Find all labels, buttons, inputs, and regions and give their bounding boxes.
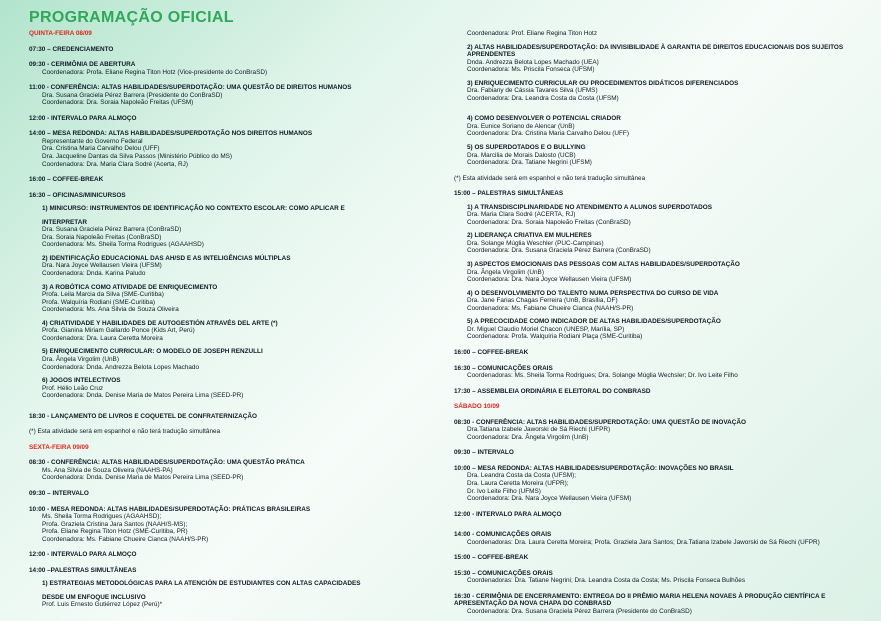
sub-session-title: 5) OS SUPERDOTADOS E O BULLYING: [467, 144, 586, 152]
sub-session-title: 4) COMO DESENVOLVER O POTENCIAL CRIADOR: [467, 115, 621, 123]
sub-session-title: 4) CRIATIVIDADE Y HABILIDADES DE AUTOGESTIÓN ATRAVÉS DEL ARTE (*): [42, 319, 278, 327]
session-title: 09:30 – INTERVALO: [454, 449, 514, 457]
sub-session: [454, 318, 869, 341]
schedule-item: [454, 388, 869, 396]
right-column: [454, 30, 869, 616]
sub-session: [454, 80, 869, 103]
session-person: Coordenadora: Dra. Nara Joyce Wellausen Vieira (UFSM): [467, 276, 632, 284]
session-title: 10:00 - MESA REDONDA: ALTAS HABILIDADES/SUPERDOTAÇÃO: PRÁTICAS BRASILEIRAS: [29, 505, 311, 513]
sub-session-title: 6) JOGOS INTELECTIVOS: [42, 377, 121, 385]
session-person: Coordenadora: Ms. Ana Silvia de Souza Oliveira: [42, 306, 179, 314]
schedule-item: [454, 531, 869, 546]
session-person: Dra. Susana Graciela Pérez Barrera (ConBraSD): [42, 226, 182, 234]
session-person: Coordenadora: Dnda. Denise Maria de Matos Pereira Lima (SEED-PR): [42, 474, 244, 482]
session-person: Dr. Ivo Leite Filho (UFMS): [467, 487, 541, 495]
sub-session-title: 3) A ROBÓTICA COMO ATIVIDADE DE ENRIQUECIMENTO: [42, 283, 218, 291]
schedule-item: [29, 459, 444, 482]
schedule-item: [454, 30, 869, 102]
session-person: Coordenadora: Dra. Tatiane Negrini (UFSM): [467, 159, 592, 167]
session-title: 15:00 – PALESTRAS SIMULTÂNEAS: [454, 190, 564, 198]
session-person: Dr. Miguel Claudio Moriel Chacon (UNESP, Marília, SP): [467, 325, 625, 333]
session-title: 12:00 - INTERVALO PARA ALMOÇO: [454, 510, 562, 518]
session-title: 12:00 - INTERVALO PARA ALMOÇO: [29, 551, 137, 559]
sub-session: [454, 204, 869, 227]
session-title: 16:00 – COFFEE-BREAK: [454, 348, 529, 356]
session-person: Dra. Ângela Virgolim (UnB): [467, 268, 544, 276]
schedule-item: [29, 84, 444, 107]
session-person: Ms. Sheila Torma Rodrigues (AGAAHSD);: [42, 513, 162, 521]
session-title: 15:30 – COMUNICAÇÕES ORAIS: [454, 569, 553, 577]
session-person: Coordenadora: Dra. Maria Clara Sodré (Acerta, RJ): [42, 160, 188, 168]
sub-session-title: 5) ENRIQUECIMENTO CURRICULAR: O MODELO DE JOSEPH RENZULLI: [42, 348, 263, 356]
schedule-item: [29, 567, 444, 609]
sub-session-title: 2) ALTAS HABILIDADES/SUPERDOTAÇÃO: DA INVISIBILIDADE À GARANTIA DE DIREITOS EDUCACIONAIS DOS SUJEITOS APRENDENTES: [467, 43, 844, 59]
session-title: 16:30 - CERIMÔNIA DE ENCERRAMENTO: ENTREGA DO II PRÊMIO MARIA HELENA NOVAES À PRODUÇÃO CIENTÍFICA E APRESENTAÇÃO DA NOVA CHAPA DO CONBRASD: [454, 592, 826, 608]
day-heading: QUINTA-FEIRA 08/09: [29, 30, 92, 37]
sub-session: [29, 255, 444, 278]
session-person: Coordenadora: Ms. Fabiane Chueire Cianca (NAAH/S-PR): [42, 535, 209, 543]
session-person: Coordenadora: Prof. Eliane Regina Titon Hotz: [467, 30, 598, 37]
sub-session-title: 4) O DESENVOLVIMENTO DO TALENTO NUMA PERSPECTIVA DO CURSO DE VIDA: [467, 289, 719, 297]
session-person: Dra. Maria Clara Sodré (ACERTA, RJ): [467, 211, 576, 219]
day-heading: SÁBADO 10/09: [454, 403, 500, 411]
session-person: Dnda. Andrezza Belota Lopes Machado (UEA): [467, 58, 599, 66]
sub-session-title: 3) ASPECTOS EMOCIONAIS DAS PESSOAS COM ALTAS HABILIDADES/SUPERDOTAÇÃO: [467, 261, 740, 269]
sub-session-title: 3) ENRIQUECIMENTO CURRICULAR OU PROCEDIMENTOS DIDÁTICOS DIFERENCIADOS: [467, 79, 739, 87]
schedule-item: [454, 190, 869, 341]
schedule-item: [454, 365, 869, 380]
session-person: Dra. Soraia Napoleão Freitas (ConBraSD): [42, 233, 162, 241]
session-title: 07:30 – CREDENCIAMENTO: [29, 45, 114, 53]
session-person: Coordenadora: Dnda. Karina Paludo: [42, 270, 146, 278]
session-person: Coordenadora: Dra. Laura Ceretta Moreira: [42, 334, 163, 342]
session-person: Dra. Nara Joyce Wellausen Vieira (UFSM): [42, 262, 162, 270]
schedule-item: [454, 419, 869, 442]
session-person: Dra. Marcilia de Morais Dalosto (UCB): [467, 151, 576, 159]
sub-session-title: 1) ESTRATEGIAS METODOLÓGICAS PARA LA ATENCIÓN DE ESTUDIANTES CON ALTAS CAPACIDADES: [42, 580, 361, 588]
session-person: Ms. Ana Silvia de Souza Oliveira (NAAHS-PA): [42, 466, 173, 474]
session-person: Dra. Jacqueline Dantas da Silva Passos (Ministério Público do MS): [42, 153, 233, 161]
schedule-item: [29, 61, 444, 76]
session-person: Dra. Leandra Costa da Costa (UFSM);: [467, 472, 577, 480]
sub-session: [29, 594, 444, 609]
session-person: Coordenadora: Dra. Susana Graciela Pérez Barrera (ConBraSD): [467, 247, 651, 255]
session-person: Dra. Laura Ceretta Moreira (UFPR);: [467, 479, 569, 487]
schedule-item: [29, 490, 444, 498]
schedule-item: [29, 176, 444, 184]
session-title: 10:00 – MESA REDONDA: ALTAS HABILIDADES/SUPERDOTAÇÃO: INOVAÇÕES NO BRASIL: [454, 464, 734, 472]
session-person: Dra.Tatiana Izabele Jaworski de Sá Riechi (UFPR): [467, 426, 611, 434]
schedule-item: [454, 554, 869, 562]
schedule-item: [454, 511, 869, 519]
schedule-item: [454, 449, 869, 457]
sub-session: [29, 580, 444, 588]
session-person: Coordenadora: Profa. Walquíria Rodiani Plaça (SME-Curitiba): [467, 333, 643, 341]
sub-session-title: 2) IDENTIFICAÇÃO EDUCACIONAL DAS AH/SD E AS INTELIGÊNCIAS MÚLTIPLAS: [42, 254, 291, 262]
schedule-item: [29, 115, 444, 123]
session-title: 16:30 – OFICINAS/MINICURSOS: [29, 191, 126, 199]
schedule-item: [29, 413, 444, 421]
session-person: Coordenadoras: Ms. Sheila Torma Rodrigues; Dra. Solange Múglia Wechsler; Dr. Ivo Leite Filho: [467, 372, 738, 380]
session-person: Coordenadora: Ms. Fabiane Chueire Cianca (NAAH/S-PR): [467, 304, 634, 312]
session-person: Profa. Leila Marcia da Silva (SME-Curitiba): [42, 291, 164, 299]
sub-session-title: 5) A PRECOCIDADE COMO INDICADOR DE ALTAS HABILIDADES/SUPERDOTAÇÃO: [467, 318, 721, 326]
sub-session: [29, 205, 444, 213]
session-person: Prof. Luis Ernesto Gutiérrez López (Perú)*: [42, 601, 163, 609]
sub-session: [29, 320, 444, 343]
session-person: Dra. Ângela Virgolim (UnB): [42, 355, 119, 363]
sub-session: [454, 44, 869, 74]
session-person: Profa. Graziela Cristina Jara Santos (NAAH/S-MS);: [42, 520, 188, 528]
session-title: 18:30 - LANÇAMENTO DE LIVROS E COQUETEL DE CONFRATERNIZAÇÃO: [29, 412, 257, 420]
session-person: Coordenadora: Dra. Cristina Maria Carvalho Delou (UFF): [467, 130, 629, 138]
session-person: Coordenadora: Profa. Eliane Regina Titon Hotz (Vice-presidente do ConBraSD): [42, 68, 268, 76]
session-person: Dra. Fabiany de Cássia Tavares Silva (UFMS): [467, 87, 598, 95]
session-title: 09:30 - CERIMÔNIA DE ABERTURA: [29, 61, 136, 69]
session-person: Coordenadora: Dra. Soraia Napoleão Freitas (UFSM): [42, 99, 194, 107]
session-title: 16:00 – COFFEE-BREAK: [29, 176, 104, 184]
session-person: Coordenadora: Dra. Ângela Virgolim (UnB): [467, 433, 589, 441]
left-column: [29, 30, 444, 609]
session-title: 08:30 - CONFERÊNCIA: ALTAS HABILIDADES/SUPERDOTAÇÃO: UMA QUESTÃO DE INOVAÇÃO: [454, 418, 746, 426]
session-title: 15:00 – COFFEE-BREAK: [454, 554, 529, 562]
sub-session: [454, 290, 869, 313]
footnote: (*) Esta atividade será em espanhol e não terá tradução simultânea: [29, 428, 221, 436]
session-person: Coordenadora: Dra. Nara Joyce Wellausen Vieira (UFSM): [467, 495, 632, 503]
session-person: Coordenadora: Dra. Leandra Costa da Costa (UFSM): [467, 94, 619, 102]
session-person: Coordenadora: Dnda. Denise Maria de Matos Pereira Lima (SEED-PR): [42, 392, 244, 400]
session-title: 09:30 – INTERVALO: [29, 489, 89, 497]
sub-session-title: 2) LIDERANÇA CRIATIVA EM MULHERES: [467, 232, 592, 240]
session-title: 12:00 - INTERVALO PARA ALMOÇO: [29, 114, 137, 122]
schedule-item: [29, 192, 444, 400]
sub-session: [454, 144, 869, 167]
session-title: 16:30 – COMUNICAÇÕES ORAIS: [454, 364, 553, 372]
sub-session: [454, 261, 869, 284]
day-heading: SEXTA-FEIRA 09/09: [29, 443, 89, 451]
session-title: 14:00 –PALESTRAS SIMULTÂNEAS: [29, 566, 137, 574]
session-person: Dra. Jane Farias Chagas Ferreira (UnB, Brasília, DF): [467, 297, 618, 305]
sub-session: [29, 348, 444, 371]
sub-session-title: DESDE UM ENFOQUE INCLUSIVO: [42, 593, 146, 601]
session-person: Coordenadora: Ms. Priscila Fonseca (UFSM): [467, 66, 595, 74]
session-person: Dra. Susana Graciela Pérez Barrera (Presidente do ConBraSD): [42, 91, 223, 99]
session-person: Coordenadora: Dra. Susana Graciela Pérez Barrera (Presidente do ConBraSD): [467, 607, 692, 615]
sub-session: [29, 284, 444, 314]
session-title: 17:30 – ASSEMBLEIA ORDINÁRIA E ELEITORAL DO CONBRASD: [454, 387, 651, 395]
session-person: Dra. Cristina Maria Carvalho Delou (UFF): [42, 145, 160, 153]
sub-session-title: 1) A TRANSDISCIPLINARIDADE NO ATENDIMENTO A ALUNOS SUPERDOTADOS: [467, 203, 712, 211]
footnote: (*) Esta atividade será em espanhol e não terá tradução simultânea: [454, 174, 646, 182]
sub-session: [29, 219, 444, 249]
session-title: 11:00 - CONFERÊNCIA: ALTAS HABILIDADES/SUPERDOTAÇÃO: UMA QUESTÃO DE DIREITOS HUMANOS: [29, 84, 352, 92]
session-person: Coordenadoras: Dra. Laura Ceretta Moreira; Profa. Graziela Jara Santos; Dra.Tatiana Izabele Jaworski de Sá Riechi (UFPR): [467, 538, 820, 546]
schedule-item: [454, 465, 869, 503]
session-person: Representante do Governo Federal: [42, 137, 143, 145]
session-person: Profa. Gianina Miriam Gallardo Ponce (Kids Art, Perú): [42, 327, 195, 335]
session-person: Coordenadora: Ms. Sheila Torma Rodrigues (AGAAHSD): [42, 241, 204, 249]
schedule-item: [29, 130, 444, 168]
schedule-item: [454, 115, 869, 166]
session-title: 14:00 - COMUNICAÇÕES ORAIS: [454, 531, 552, 539]
sub-session: [29, 377, 444, 400]
page-title: PROGRAMAÇÃO OFICIAL: [29, 9, 234, 26]
session-person: Dra. Eunice Soriano de Alencar (UnB): [467, 122, 575, 130]
session-person: Coordenadora: Dra. Soraia Napoleão Freitas (ConBraSD): [467, 218, 631, 226]
sub-session: [454, 115, 869, 138]
session-title: 14:00 – MESA REDONDA: ALTAS HABILIDADES/SUPERDOTAÇÃO NOS DIREITOS HUMANOS: [29, 130, 313, 138]
schedule-item: [454, 349, 869, 357]
session-title: 08:30 - CONFERÊNCIA: ALTAS HABILIDADES/SUPERDOTAÇÃO: UMA QUESTÃO PRÁTICA: [29, 459, 305, 467]
schedule-item: [29, 506, 444, 544]
sub-session-title: INTERPRETAR: [42, 218, 87, 226]
sub-session: [454, 232, 869, 255]
session-person: Profa. Walquíria Rodiani (SME-Curitiba): [42, 298, 156, 306]
schedule-item: [29, 551, 444, 559]
session-person: Coordenadora: Dnda. Andrezza Belota Lopes Machado: [42, 363, 200, 371]
schedule-item: [454, 593, 869, 616]
schedule-item: [29, 46, 444, 54]
session-person: Profa. Eliane Regina Titon Hotz (SME-Curitiba, PR): [42, 528, 188, 536]
session-person: Coordenadoras: Dra. Tatiane Negrini; Dra. Leandra Costa da Costa; Ms. Priscila Fonseca Bulhões: [467, 577, 746, 585]
sub-session-title: 1) MINICURSO: INSTRUMENTOS DE IDENTIFICAÇÃO NO CONTEXTO ESCOLAR: COMO APLICAR E: [42, 205, 345, 213]
schedule-item: [454, 570, 869, 585]
session-person: Dra. Solange Múglia Weschler (PUC-Campinas): [467, 239, 604, 247]
session-person: Prof. Hélio Leão Cruz: [42, 384, 104, 392]
